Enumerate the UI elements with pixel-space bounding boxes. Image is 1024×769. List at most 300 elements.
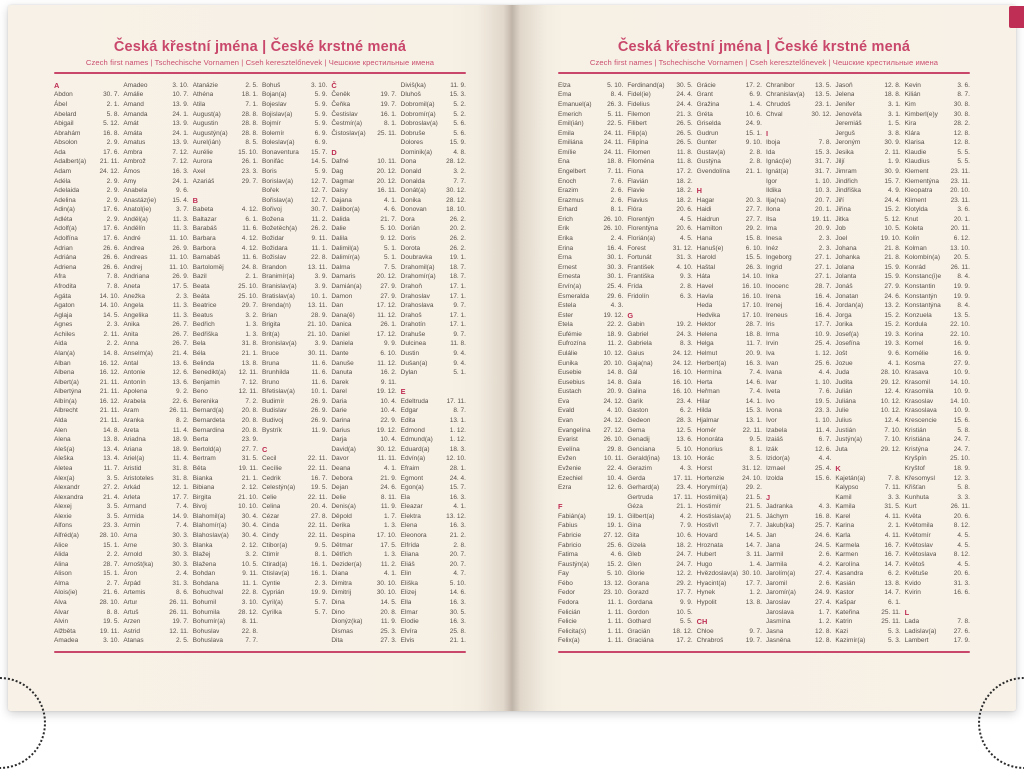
name-entry: Alois(ie) 21. 6. xyxy=(54,589,120,597)
name-entry: Dismas 25. 3. xyxy=(331,627,397,635)
name-entry: Derika 1. 3. xyxy=(331,522,397,530)
name-entry: Fidel(ie) 24. 4. xyxy=(627,91,693,99)
name-entry: Anastáz(ie) 15. 4. xyxy=(123,196,189,204)
name-entry: Elizej 14. 6. xyxy=(400,589,466,597)
name-entry: Engelbert 7. 11. xyxy=(558,168,624,175)
name-entry: Karolína 14. 7. xyxy=(835,560,901,568)
name-entry: Ctislav(a) 16. 1. xyxy=(261,570,328,578)
name-entry: Heřman 7. 4. xyxy=(696,388,762,396)
page-subtitle: Czech first names | Tschechische Vornamen | Cseh keresztelőnevek | Чешские крестильные имена xyxy=(589,58,939,67)
name-entry: Klarisa 12. 8. xyxy=(904,139,970,147)
names-column xyxy=(193,81,258,648)
name-entry: Kim 30. 8. xyxy=(904,100,970,108)
name-entry: Ervín(a) 25. 4. xyxy=(558,282,624,290)
name-entry: Jiřina 15. 2. xyxy=(835,206,901,214)
name-entry: Aristoteles 31. 8. xyxy=(123,474,189,482)
name-entry: Davor 11. 11. xyxy=(331,455,397,463)
section-letter: C xyxy=(261,444,268,454)
name-entry: Adalbert(a) 21. 11. xyxy=(54,158,120,166)
section-letter: F xyxy=(558,502,563,512)
name-entry: Ábel 2. 1. xyxy=(54,100,120,108)
name-entry: Kateřina 25. 11. xyxy=(835,608,901,616)
name-entry: Gordana 9. 9. xyxy=(627,599,693,607)
name-entry: Dominik(a) 4. 8. xyxy=(400,148,466,156)
name-entry: Jolana 15. 9. xyxy=(835,263,901,271)
name-entry: Gizela 18. 2. xyxy=(627,541,693,549)
name-entry: Budivoj 26. 9. xyxy=(261,417,328,425)
name-entry: Františka 9. 3. xyxy=(627,273,693,281)
name-entry: Adléta 2. 9. xyxy=(54,215,120,223)
name-entry: Jesika 2. 11. xyxy=(835,148,901,156)
name-entry: Alfons 23. 3. xyxy=(54,522,120,530)
name-entry: Gala 16. 10. xyxy=(627,378,693,386)
name-entry: Kleopatra 20. 10. xyxy=(904,187,970,195)
name-entry: Atanas 2. 5. xyxy=(123,637,189,645)
name-entry: Edmond 1. 12. xyxy=(400,426,466,434)
name-entry: Jaroslava 1. 7. xyxy=(765,608,832,616)
name-entry: Áron 2. 4. xyxy=(123,570,189,578)
section-letter: E xyxy=(400,387,406,397)
name-entry: Dona 28. 12. xyxy=(400,158,466,166)
name-entry: Filip(a) 26. 5. xyxy=(627,129,693,137)
name-entry: Děpold 1. 7. xyxy=(331,512,397,520)
name-entry: Jenovéfa 3. 1. xyxy=(835,110,901,118)
name-entry: Jimram 30. 9. xyxy=(835,168,901,175)
name-entry: Esmeralda 29. 6. xyxy=(558,292,624,300)
section-letter: Č xyxy=(331,80,337,90)
name-entry: Jáchym 16. 8. xyxy=(765,512,832,520)
name-entry: Ariana 18. 9. xyxy=(123,445,189,453)
name-entry: Darie 10. 4. xyxy=(331,407,397,415)
name-entry: Géza 21. 1. xyxy=(627,503,693,511)
name-entry: Homér 22. 11. xyxy=(696,426,762,434)
name-entry: Afrodita 7. 8. xyxy=(54,282,120,290)
name-entry: Kilián 8. 7. xyxy=(904,91,970,99)
section-spacer xyxy=(331,138,396,148)
name-entry: Apolena 9. 2. xyxy=(123,388,189,396)
name-entry: Alice 15. 1. xyxy=(54,541,120,549)
name-entry: Albena 16. 12. xyxy=(54,369,120,377)
name-entry: Ema 8. 4. xyxy=(558,91,624,99)
name-entry: Jindřich 15. 7. xyxy=(835,177,901,185)
name-entry: Job 10. 5. xyxy=(835,225,901,233)
name-entry: Gaja(na) 24. 12. xyxy=(627,359,693,367)
name-entry: Arzen 19. 7. xyxy=(123,618,189,626)
names-column xyxy=(331,81,396,648)
name-entry: Dimitra 30. 10. xyxy=(331,579,397,587)
name-entry: Celestýn(a) 19. 5. xyxy=(261,484,328,492)
name-entry: Gabriela 8. 3. xyxy=(627,340,693,348)
name-entry: Dalibor(a) 4. 6. xyxy=(331,206,397,214)
name-entry: Justián 7. 10. xyxy=(835,426,901,434)
name-entry: Konrád 26. 11. xyxy=(904,263,970,271)
name-entry: Bronislav(a) 3. 9. xyxy=(261,340,328,348)
name-entry: Jarmil 2. 6. xyxy=(765,551,832,559)
name-entry: Dezider(a) 11. 2. xyxy=(331,560,397,568)
name-entry: Berta 23. 9. xyxy=(192,436,258,444)
name-entry: Bernardina 20. 8. xyxy=(192,426,258,434)
name-entry: Alvar 8. 8. xyxy=(54,608,120,616)
name-entry: Azariáš 29. 7. xyxy=(192,177,258,185)
name-entry: Ilsa 19. 11. xyxy=(765,215,832,223)
name-entry: Gema 12. 5. xyxy=(627,426,693,434)
name-entry: Alina 28. 7. xyxy=(54,560,120,568)
name-entry: Břetislav(a) 10. 1. xyxy=(261,388,328,396)
name-entry: Chval 30. 12. xyxy=(765,110,832,118)
name-entry: Jasněna 12. 8. xyxy=(765,637,832,645)
name-entry: Ámos 16. 3. xyxy=(123,168,189,175)
name-entry: Arnošt(ka) 30. 3. xyxy=(123,560,189,568)
name-entry: Amy 24. 1. xyxy=(123,177,189,185)
name-entry: Bojislav(a) 5. 9. xyxy=(261,110,328,118)
name-entry: Grant 6. 9. xyxy=(696,91,762,99)
name-entry: Alfréd(a) 28. 10. xyxy=(54,531,120,539)
name-entry: Astrid 12. 11. xyxy=(123,627,189,635)
name-entry: Herta 14. 6. xyxy=(696,378,762,386)
name-entry: Hilar 14. 1. xyxy=(696,397,762,405)
name-entry: Felix(a) 1. 11. xyxy=(558,637,624,645)
name-entry: Fay 5. 10. xyxy=(558,570,624,578)
name-entry: Ela 16. 3. xyxy=(400,493,466,501)
name-entry: Doris 26. 2. xyxy=(400,235,466,243)
name-entry: Bojeslav 5. 9. xyxy=(261,100,328,108)
name-entry: Brit(a) 21. 10. xyxy=(261,330,328,338)
name-entry: Alexandr 27. 2. xyxy=(54,484,120,492)
name-entry: Blahomil(a) 30. 4. xyxy=(192,512,258,520)
page-subtitle: Czech first names | Tschechische Vornamen | Cseh keresztelőnevek | Чешские крестильные имена xyxy=(85,58,435,67)
name-entry: Erina 16. 4. xyxy=(558,244,624,252)
section-spacer xyxy=(262,435,327,445)
name-entry: Daisy 16. 11. xyxy=(331,187,397,195)
name-entry: Baltazar 6. 1. xyxy=(192,215,258,223)
name-entry: Forest 31. 12. xyxy=(627,244,693,252)
name-entry: Etela 22. 2. xyxy=(558,321,624,329)
name-entry: Květoslava 8. 12. xyxy=(904,551,970,559)
name-entry: Karla 4. 11. xyxy=(835,531,901,539)
name-entry: Bohdana 11. 1. xyxy=(192,579,258,587)
name-entry: Ena 18. 8. xyxy=(558,158,624,166)
name-entry: Daniel 17. 12. xyxy=(331,330,397,338)
name-entry: Frída 2. 8. xyxy=(627,282,693,290)
name-entry: Evarist 26. 10. xyxy=(558,436,624,444)
name-entry: Jaromír(a) 24. 9. xyxy=(765,589,832,597)
name-entry: Edmund(a) 1. 12. xyxy=(400,436,466,444)
name-entry: Bazil 2. 1. xyxy=(192,273,258,281)
name-entry: Edita 13. 1. xyxy=(400,417,466,425)
name-entry: Gerald(ina) 13. 10. xyxy=(627,455,693,463)
name-entry: Gita 10. 6. xyxy=(627,531,693,539)
name-entry: Ariadna 18. 9. xyxy=(123,436,189,444)
name-entry: Antonín 13. 6. xyxy=(123,378,189,386)
name-entry: Felicita(s) 1. 11. xyxy=(558,627,624,635)
name-entry: Bystrík 11. 9. xyxy=(261,426,328,434)
name-entry: Anika 26. 7. xyxy=(123,321,189,329)
name-entry: Bohdan 9. 11. xyxy=(192,570,258,578)
name-entry: Izabela 11. 4. xyxy=(765,426,832,434)
name-entry: Katrin 25. 11. xyxy=(835,618,901,626)
name-entry: Izidor(a) 4. 4. xyxy=(765,455,832,463)
name-entry: Fidelius 24. 4. xyxy=(627,100,693,108)
name-entry: Ezechiel 10. 4. xyxy=(558,474,624,482)
name-entry: Květoš 4. 5. xyxy=(904,560,970,568)
name-entry: Irena 16. 4. xyxy=(765,292,832,300)
name-entry: Konzuela 13. 5. xyxy=(904,311,970,319)
name-entry: Griselda 24. 9. xyxy=(696,120,762,128)
name-entry: Drahoš 17. 1. xyxy=(400,311,466,319)
left-page-name-columns xyxy=(54,81,466,648)
name-entry: Kordula 22. 10. xyxy=(904,321,970,329)
name-entry: Antonie 12. 6. xyxy=(123,369,189,377)
name-entry: Jaroslav 27. 4. xyxy=(765,599,832,607)
name-entry: Kristýna 24. 7. xyxy=(904,445,970,453)
name-entry: Dobruše 5. 6. xyxy=(400,129,466,137)
name-entry: Emil(ián) 22. 5. xyxy=(558,120,624,128)
name-entry: Joel 19. 10. xyxy=(835,235,901,243)
name-entry: Arnold 30. 3. xyxy=(123,551,189,559)
name-entry: Honoráta 9. 5. xyxy=(696,436,762,444)
name-entry: Darek 9. 11. xyxy=(331,378,397,386)
name-entry: Ella 16. 3. xyxy=(400,599,466,607)
name-entry: Chrabroš 19. 7. xyxy=(696,637,762,645)
section-spacer xyxy=(627,301,692,311)
name-entry: Božidara 11. 1. xyxy=(261,244,328,252)
name-entry: Drahomil(a) 18. 7. xyxy=(400,263,466,271)
name-entry: Gothard 5. 5. xyxy=(627,618,693,626)
name-entry: František 4. 10. xyxy=(627,263,693,271)
name-entry: Faustýn(a) 15. 2. xyxy=(558,560,624,568)
name-entry: Blanka 2. 12. xyxy=(192,541,258,549)
name-entry: Izák 12. 6. xyxy=(765,445,832,453)
name-entry: Ester 19. 12. xyxy=(558,311,624,319)
name-entry: Bivoj 10. 10. xyxy=(192,503,258,511)
name-entry: Anežka 2. 3. xyxy=(123,292,189,300)
name-entry: Dorota 26. 2. xyxy=(400,244,466,252)
name-entry: Květoslav 4. 5. xyxy=(904,541,970,549)
name-entry: Bojmír 5. 9. xyxy=(261,120,328,128)
name-entry: Čeněk 19. 7. xyxy=(331,91,397,99)
name-entry: Adelaida 2. 9. xyxy=(54,187,120,195)
section-spacer xyxy=(193,186,258,196)
name-entry: Elfrída 2. 8. xyxy=(400,541,466,549)
name-entry: Daria 10. 4. xyxy=(331,397,397,405)
name-entry: Hyacint(a) 17. 7. xyxy=(696,579,762,587)
name-entry: Konstanc(i)e 8. 4. xyxy=(904,273,970,281)
name-entry: Horst 31. 12. xyxy=(696,464,762,472)
name-entry: Kazi 5. 3. xyxy=(835,627,901,635)
name-entry: Beno 12. 11. xyxy=(192,388,258,396)
name-entry: Fridolín 6. 3. xyxy=(627,292,693,300)
name-entry: Darel 19. 12. xyxy=(331,388,397,396)
name-entry: Andrea 26. 9. xyxy=(123,244,189,252)
name-entry: Agaton 14. 10. xyxy=(54,302,120,310)
name-entry: Abigail 5. 12. xyxy=(54,120,120,128)
name-entry: Adolfína 17. 6. xyxy=(54,235,120,243)
name-entry: Blažena 10. 5. xyxy=(192,560,258,568)
name-entry: Dylan 5. 1. xyxy=(400,369,466,377)
name-entry: Bohuš 3. 10. xyxy=(261,81,328,89)
name-entry: Ima 20. 9. xyxy=(765,225,832,233)
name-entry: Dustin 9. 4. xyxy=(400,349,466,357)
name-entry: Eustach 20. 9. xyxy=(558,388,624,396)
name-entry: Ingrid 27. 1. xyxy=(765,263,832,271)
name-entry: Cyprián 19. 9. xyxy=(261,589,328,597)
name-entry: Cedrik 16. 7. xyxy=(261,474,328,482)
name-entry: Dora 26. 2. xyxy=(400,215,466,223)
page-title: Česká křestní jména | České krstné mená xyxy=(617,39,911,55)
name-entry: Alžběta 19. 11. xyxy=(54,627,120,635)
name-entry: Denis(a) 11. 9. xyxy=(331,503,397,511)
names-column xyxy=(54,81,119,648)
name-entry: Konstantin 19. 9. xyxy=(904,282,970,290)
footer-rule xyxy=(558,651,970,653)
name-entry: Amát 13. 9. xyxy=(123,120,189,128)
name-entry: Areta 11. 4. xyxy=(123,426,189,434)
name-entry: Hostimír 21. 5. xyxy=(696,503,762,511)
name-entry: André 11. 10. xyxy=(123,235,189,243)
name-entry: Jolanta 15. 9. xyxy=(835,273,901,281)
names-column xyxy=(558,81,623,648)
name-entry: Dětmar 17. 5. xyxy=(331,541,397,549)
name-entry: Harold 15. 5. xyxy=(696,254,762,262)
page-marker-tab[interactable] xyxy=(1009,6,1024,28)
name-entry: Aurel(ián) 8. 5. xyxy=(192,139,258,147)
section-letter: J xyxy=(765,492,771,502)
header-rule xyxy=(54,72,466,74)
name-entry: Justýn(a) 7. 10. xyxy=(835,436,901,444)
name-entry: Kristiána 24. 7. xyxy=(904,436,970,444)
name-entry: Jordan(a) 13. 2. xyxy=(835,302,901,310)
name-entry: Filipína 26. 5. xyxy=(627,139,693,147)
name-entry: Ambra 7. 12. xyxy=(123,148,189,156)
name-entry: Alban 16. 12. xyxy=(54,359,120,367)
name-entry: Ernesta 30. 1. xyxy=(558,273,624,281)
name-entry: Bohumír(a) 8. 11. xyxy=(192,618,258,626)
name-entry: Emerich 5. 11. xyxy=(558,110,624,118)
name-entry: Izmael 25. 4. xyxy=(765,464,832,472)
names-column xyxy=(401,81,466,648)
name-entry: Jaromil 2. 6. xyxy=(765,579,832,587)
name-entry: Eusebius 14. 8. xyxy=(558,378,624,386)
name-entry: Kasandra 6. 2. xyxy=(835,570,901,578)
name-entry: Gorazd 17. 7. xyxy=(627,589,693,597)
name-entry: Inesa 2. 3. xyxy=(765,235,832,243)
name-entry: Hroznata 14. 7. xyxy=(696,541,762,549)
name-entry: Flavius 18. 2. xyxy=(627,196,693,204)
name-entry: Filemon 21. 3. xyxy=(627,110,693,118)
name-entry: Alan(a) 14. 8. xyxy=(54,349,120,357)
name-entry: Dluhoš 15. 3. xyxy=(400,91,466,99)
name-entry: Lada 7. 8. xyxy=(904,618,970,626)
name-entry: Haidrun 27. 7. xyxy=(696,215,762,223)
name-entry: Anděl(a) 11. 3. xyxy=(123,215,189,223)
name-entry: Irvin 25. 4. xyxy=(765,340,832,348)
name-entry: Artuš 26. 11. xyxy=(123,608,189,616)
name-entry: Armin 7. 4. xyxy=(123,522,189,530)
name-entry: Alison 15. 1. xyxy=(54,570,120,578)
name-entry: Daniela 9. 9. xyxy=(331,340,397,348)
name-entry: Dagmar 20. 12. xyxy=(331,177,397,185)
name-entry: Hubert 3. 11. xyxy=(696,551,762,559)
name-entry: Angela 11. 3. xyxy=(123,302,189,310)
section-spacer xyxy=(401,378,466,388)
name-entry: Kasián 13. 8. xyxy=(835,579,901,587)
name-entry: Dobroslav(a) 5. 6. xyxy=(400,120,466,128)
name-entry: Elektra 13. 12. xyxy=(400,512,466,520)
name-entry: Karmen 16. 7. xyxy=(835,551,901,559)
name-entry: Donald 3. 2. xyxy=(400,168,466,175)
name-entry: Darina 22. 9. xyxy=(331,417,397,425)
name-entry: Korina 22. 10. xyxy=(904,330,970,338)
name-entry: Ladislav(a) 27. 6. xyxy=(904,627,970,635)
name-entry: Chranislav(a) 13. 5. xyxy=(765,91,832,99)
name-entry: Amadea 3. 10. xyxy=(54,637,120,645)
name-entry: Dionýz(ka) 11. 9. xyxy=(331,618,397,626)
name-entry: Dobromír(a) 5. 2. xyxy=(400,110,466,118)
name-entry: Alexej 3. 5. xyxy=(54,503,120,511)
name-entry: Hektor 28. 7. xyxy=(696,321,762,329)
name-entry: Havla 16. 10. xyxy=(696,292,762,300)
name-entry: Celina 20. 4. xyxy=(261,503,328,511)
name-entry: Jelena 18. 8. xyxy=(835,91,901,99)
name-entry: Kamila 31. 5. xyxy=(835,503,901,511)
name-entry: Diana 4. 1. xyxy=(331,570,397,578)
name-entry: Čestmír(a) 8. 1. xyxy=(331,120,397,128)
name-entry: Donát(a) 30. 12. xyxy=(400,187,466,195)
name-entry: Jeroným 30. 9. xyxy=(835,139,901,147)
name-entry: Agáta 14. 10. xyxy=(54,292,120,300)
name-entry: Eva 24. 12. xyxy=(558,397,624,405)
name-entry: Gál 16. 10. xyxy=(627,369,693,377)
name-entry: Armida 14. 9. xyxy=(123,512,189,520)
name-entry: Evelína 29. 8. xyxy=(558,445,624,453)
name-entry: Bruno 11. 6. xyxy=(261,378,328,386)
name-entry: Belinda 13. 8. xyxy=(192,359,258,367)
name-entry: Gréta 10. 6. xyxy=(696,110,762,118)
name-entry: Božena 11. 2. xyxy=(261,215,328,223)
name-entry: Ada 17. 6. xyxy=(54,148,120,156)
name-entry: Albrecht 21. 11. xyxy=(54,407,120,415)
name-entry: Herbert(a) 16. 3. xyxy=(696,359,762,367)
section-spacer xyxy=(905,598,970,608)
name-entry: Klára 12. 8. xyxy=(904,129,970,137)
name-entry: Alena 13. 8. xyxy=(54,436,120,444)
name-entry: Čeňka 19. 7. xyxy=(331,100,397,108)
name-entry: Bertold(a) 27. 7. xyxy=(192,445,258,453)
name-entry: August(a) 28. 8. xyxy=(192,110,258,118)
name-entry: Dušan(a) 9. 4. xyxy=(400,359,466,367)
name-entry: Bartoloměj 24. 8. xyxy=(192,263,258,271)
section-spacer xyxy=(558,493,623,503)
name-entry: Inocenc 28. 7. xyxy=(765,282,832,290)
name-entry: Danuše 11. 12. xyxy=(331,359,397,367)
name-entry: Gunter 9. 10. xyxy=(696,139,762,147)
name-entry: Hostimil(a) 21. 5. xyxy=(696,493,762,501)
name-entry: Genadij 13. 6. xyxy=(627,436,693,444)
name-entry: Amanda 24. 1. xyxy=(123,110,189,118)
name-entry: Běta 19. 11. xyxy=(192,464,258,472)
name-entry: Jadranka 4. 3. xyxy=(765,503,832,511)
name-entry: Ingeborg 27. 1. xyxy=(765,254,832,262)
name-entry: Hostivít 7. 7. xyxy=(696,522,762,530)
name-entry: Amadeo 3. 10. xyxy=(123,81,189,89)
name-entry: Amálie 10. 7. xyxy=(123,91,189,99)
name-entry: Dante 6. 10. xyxy=(331,349,397,357)
section-letter: I xyxy=(765,128,769,138)
name-entry: Fabián(a) 19. 1. xyxy=(558,512,624,520)
name-entry: Jorika 15. 2. xyxy=(835,321,901,329)
name-entry: Cecil 22. 11. xyxy=(261,455,328,463)
name-entry: Dafné 10. 11. xyxy=(331,158,397,166)
